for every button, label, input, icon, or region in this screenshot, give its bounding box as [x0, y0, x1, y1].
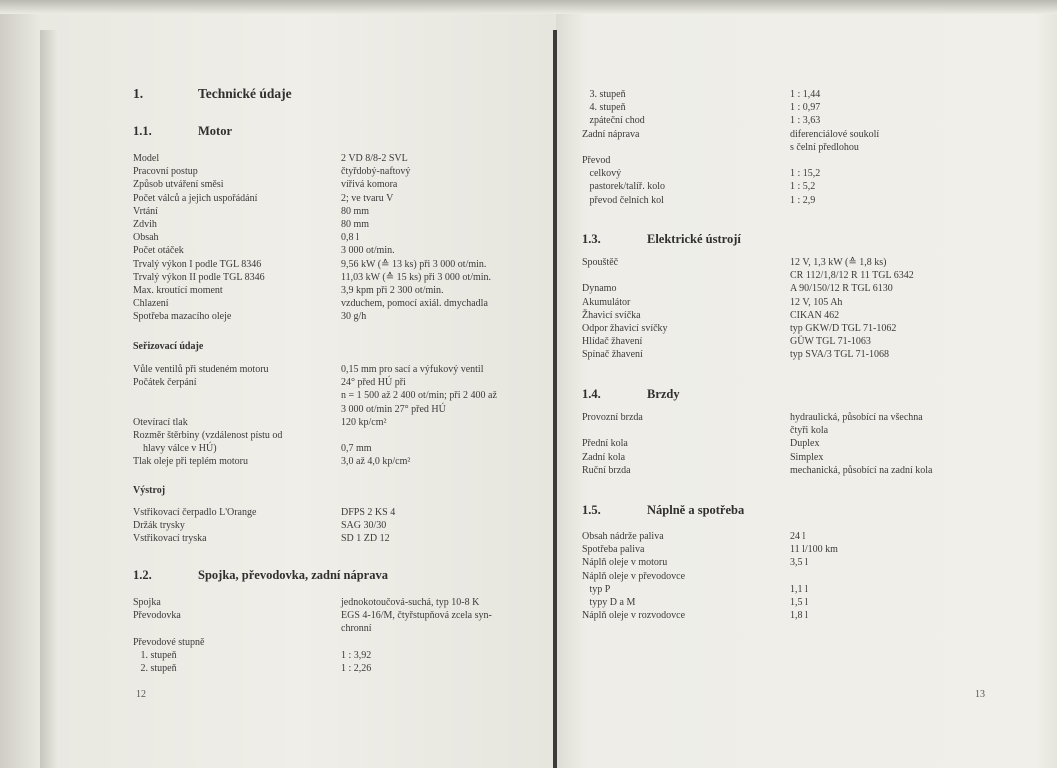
spec-value: 120 kp/cm² [341, 416, 387, 428]
page-number-right: 13 [975, 689, 985, 700]
spec-value: 3,9 kpm při 2 300 ot/min. [341, 284, 444, 296]
spec-value: čtyři kola [790, 425, 829, 437]
spec-value: 11 l/100 km [790, 544, 838, 556]
motor-labels [133, 152, 265, 323]
spec-label: Max. kroutící moment [133, 284, 223, 296]
spec-label: Spouštěč [582, 257, 619, 268]
spec-value: 1 : 3,63 [790, 115, 821, 127]
spec-label [133, 622, 204, 635]
spec-label: Náplň oleje v převodovce [582, 570, 686, 582]
spec-label: 3. stupeň [582, 89, 626, 100]
section-1-2-number: 1.2. [133, 568, 152, 582]
section-1-1-number: 1.1. [133, 124, 152, 138]
spec-value: 9,56 kW (≙ 13 ks) při 3 000 ot/min. [341, 258, 487, 270]
spec-value [790, 154, 879, 167]
spec-label [582, 269, 668, 282]
spec-value: 3,0 až 4,0 kp/cm² [341, 456, 411, 468]
spec-label: Počátek čerpání [133, 377, 197, 389]
spec-value: 1,5 l [790, 596, 808, 608]
vystroj-labels [133, 506, 256, 546]
spec-value: EGS 4-16/M, čtyřstupňová zcela syn- [341, 610, 492, 622]
spec-value: 11,03 kW (≙ 15 ks) při 3 000 ot/min. [341, 271, 492, 283]
spec-value [341, 429, 497, 442]
serizovaci-values [341, 363, 497, 469]
spec-label: Hlídač žhavení [582, 336, 643, 348]
section-1-3-number: 1.3. [582, 232, 601, 246]
vystroj-values [341, 506, 395, 546]
spec-value: 1,8 l [790, 610, 808, 622]
section-1-5-number: 1.5. [582, 503, 601, 517]
spec-value: 1 : 1,44 [790, 89, 821, 100]
elektro-values [790, 256, 914, 362]
spec-value: Duplex [790, 438, 820, 450]
spec-label: hlavy válce v HÚ) [133, 443, 217, 455]
section-1-5-title: Náplně a spotřeba [647, 503, 745, 517]
spec-value: 1 : 3,92 [341, 649, 372, 661]
spec-value: vzduchem, pomocí axiál. dmychadla [341, 298, 488, 310]
spec-value: 80 mm [341, 205, 370, 217]
spec-value: 1 : 5,2 [790, 181, 816, 193]
spec-label: Převodové stupně [133, 636, 205, 648]
spec-label: Spínač žhavení [582, 349, 643, 361]
spec-value: diferenciálové soukolí [790, 128, 880, 140]
spec-value: 1,1 l [790, 583, 808, 595]
spec-value: 2 VD 8/8-2 SVL [341, 153, 408, 164]
spec-label [582, 424, 643, 437]
spec-label: Žhavicí svíčka [582, 309, 641, 321]
spec-label: Náplň oleje v rozvodovce [582, 610, 686, 622]
spec-value: CR 112/1,8/12 R 11 TGL 6342 [790, 270, 914, 282]
spec-label: Zdvih [133, 218, 157, 230]
spec-value: SD 1 ZD 12 [341, 533, 390, 545]
spec-value: 1 : 15,2 [790, 168, 821, 180]
spec-value: n = 1 500 až 2 400 ot/min; při 2 400 až [341, 390, 497, 402]
spec-value: hydraulická, působící na všechna [790, 412, 923, 423]
top-shadow [0, 0, 1057, 14]
spec-value: 12 V, 1,3 kW (≙ 1,8 ks) [790, 257, 887, 268]
spec-value: 3 000 ot/min. [341, 245, 395, 257]
spec-label: Spojka [133, 597, 161, 608]
subsection-title-serizovaci: Seřizovací údaje [133, 341, 204, 352]
spec-value [341, 636, 492, 649]
spec-value: 0,8 l [341, 232, 359, 244]
spec-label: typ P [582, 583, 611, 595]
spec-label: Provozní brzda [582, 412, 643, 423]
spec-value: DFPS 2 KS 4 [341, 507, 396, 518]
section-1-title: Technické údaje [198, 86, 292, 101]
page-number-left: 12 [136, 689, 146, 700]
spec-label: Akumulátor [582, 296, 631, 308]
spec-label: Zadní náprava [582, 128, 640, 140]
spec-value: 0,7 mm [341, 443, 372, 455]
spec-label: Pracovní postup [133, 166, 198, 178]
spec-label: 1. stupeň [133, 649, 177, 661]
spec-label: Vůle ventilů při studeném motoru [133, 364, 269, 375]
elektro-labels [582, 256, 668, 362]
spec-value: typ GKW/D TGL 71-1062 [790, 322, 897, 334]
spec-label: Ruční brzda [582, 464, 631, 476]
spec-value: CIKAN 462 [790, 309, 840, 321]
spec-label: Přední kola [582, 438, 628, 450]
spec-label [582, 141, 665, 154]
spec-label: Model [133, 153, 160, 164]
spec-value: SAG 30/30 [341, 520, 387, 532]
subsection-title-vystroj: Výstroj [133, 485, 166, 496]
spec-value: 3,5 l [790, 557, 808, 569]
spec-value: vířivá komora [341, 179, 398, 191]
section-1-1-title: Motor [198, 124, 233, 138]
spec-label: typy D a M [582, 596, 636, 608]
brzdy-labels [582, 411, 643, 477]
spec-label: Tlak oleje při teplém motoru [133, 456, 248, 468]
spec-label: Rozměr štěrbiny (vzdálenost pístu od [133, 429, 283, 441]
book-gutter [553, 30, 557, 768]
section-1-3-title: Elektrické ústrojí [647, 232, 741, 246]
spec-value: 24° před HÚ při [341, 377, 406, 389]
spec-value: 3 000 ot/min 27° před HÚ [341, 403, 446, 415]
spec-label: 2. stupeň [133, 662, 177, 674]
spec-label: Obsah nádrže paliva [582, 531, 664, 542]
naplne-values [790, 530, 838, 622]
spec-label: 4. stupeň [582, 102, 626, 114]
spec-label: Spotřeba paliva [582, 544, 645, 556]
spec-label: pastorek/talíř. kolo [582, 181, 666, 193]
section-1-4-number: 1.4. [582, 387, 601, 401]
section-1-4-title: Brzdy [647, 387, 680, 401]
spec-label: Vrtání [133, 205, 158, 217]
spec-label: Počet válců a jejich uspořádání [133, 192, 258, 204]
spec-value: 2; ve tvaru V [341, 192, 394, 204]
spec-label: Zadní kola [582, 451, 626, 463]
prevod-values [790, 88, 879, 207]
spec-label: Trvalý výkon II podle TGL 8346 [133, 271, 265, 283]
spec-label: Převodovka [133, 610, 181, 622]
section-1-number: 1. [133, 86, 144, 101]
spec-value: 0,15 mm pro sací a výfukový ventil [341, 364, 484, 375]
spec-value: 30 g/h [341, 311, 367, 323]
spec-label: Spotřeba mazacího oleje [133, 311, 232, 323]
spec-label: Chlazení [133, 298, 169, 310]
spec-label: Dynamo [582, 283, 617, 295]
spec-label [133, 389, 282, 402]
spec-label: Držák trysky [133, 520, 185, 532]
spec-value: mechanická, působící na zadní kola [790, 464, 933, 476]
spec-value: 1 : 0,97 [790, 102, 821, 114]
spec-value: 24 l [790, 531, 806, 542]
spec-label: Otevírací tlak [133, 416, 188, 428]
spec-value: 1 : 2,9 [790, 194, 816, 206]
spec-value: čtyřdobý-naftový [341, 166, 411, 178]
spec-value [790, 570, 838, 583]
spec-label: Vstřikovací tryska [133, 533, 207, 545]
spec-value: jednokotoučová-suchá, typ 10-8 K [341, 597, 480, 608]
brzdy-values [790, 411, 932, 477]
spec-value: 1 : 2,26 [341, 662, 372, 674]
spojka-values [341, 596, 492, 675]
spec-value: GÜW TGL 71-1063 [790, 336, 871, 348]
spec-label: Způsob utváření směsi [133, 179, 224, 191]
spec-label: Odpor žhavicí svíčky [582, 322, 668, 334]
spec-value: typ SVA/3 TGL 71-1068 [790, 349, 889, 361]
spec-label: Převod [582, 154, 611, 166]
spec-label: Počet otáček [133, 245, 184, 257]
spec-label: Trvalý výkon I podle TGL 8346 [133, 258, 262, 270]
naplne-labels [582, 530, 685, 622]
serizovaci-labels [133, 363, 282, 469]
spojka-labels [133, 596, 204, 675]
spec-value: chronní [341, 623, 372, 635]
prevod-labels [582, 88, 665, 207]
section-1-2-title: Spojka, převodovka, zadní náprava [198, 568, 388, 582]
spec-value: 80 mm [341, 218, 370, 230]
spec-label: Obsah [133, 232, 159, 244]
spec-label: převod čelních kol [582, 194, 664, 206]
spec-label: celkový [582, 168, 622, 180]
spec-label: Vstřikovací čerpadlo L'Orange [133, 507, 257, 518]
spec-label: Náplň oleje v motoru [582, 557, 668, 569]
spec-label: zpáteční chod [582, 115, 645, 127]
motor-values [341, 152, 491, 323]
spec-value: Simplex [790, 451, 824, 463]
page-edge-shadow [40, 30, 58, 768]
spec-value: 12 V, 105 Ah [790, 296, 843, 308]
spec-label [133, 403, 282, 416]
spec-value: s čelní předlohou [790, 141, 859, 153]
spec-value: A 90/150/12 R TGL 6130 [790, 283, 893, 295]
